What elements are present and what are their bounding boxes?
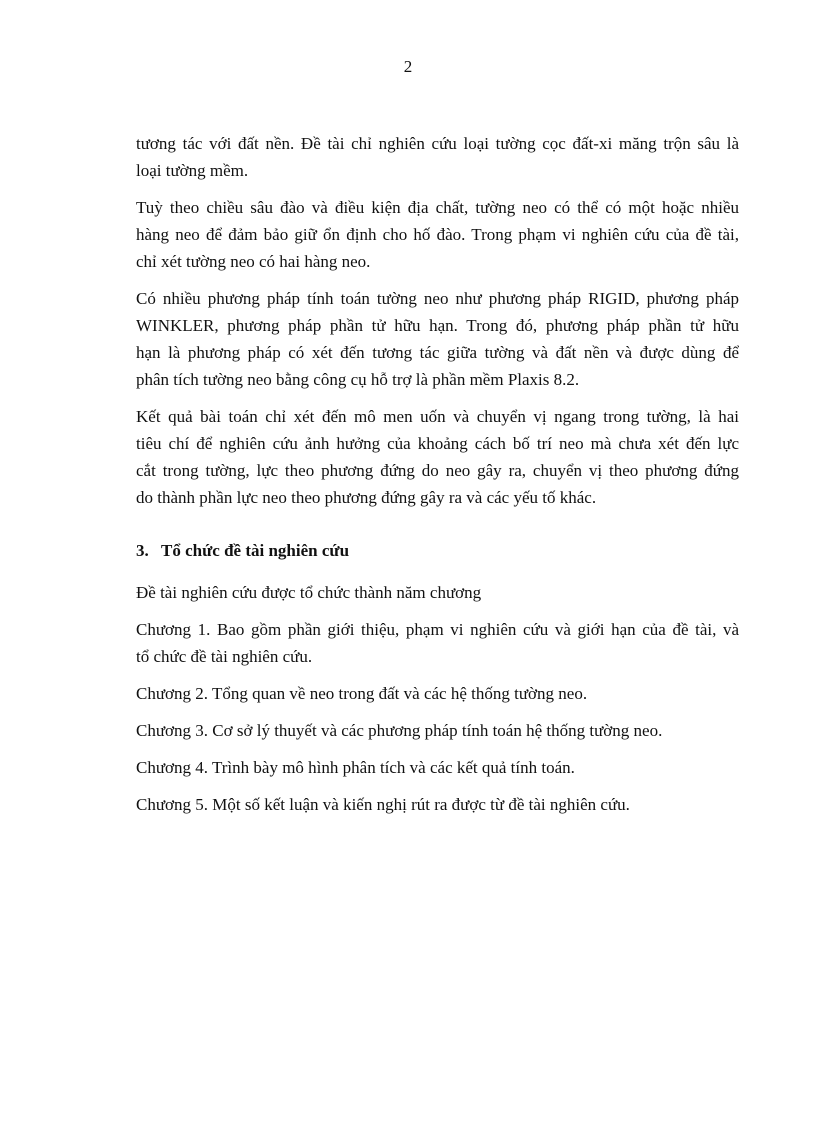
- chapter-item-1: [136, 616, 739, 670]
- text-line: Chương 1. Bao gồm phần giới thiệu, phạm vi nghiên cứu và giới hạn của đề tài, và: [136, 620, 739, 639]
- text-line: hàng neo để đảm bảo giữ ổn định cho hố đào. Trong phạm vi nghiên cứu của đề tài,: [136, 225, 739, 244]
- text-line: Kết quả bài toán chỉ xét đến mô men uốn và chuyển vị ngang trong tường, là hai: [136, 407, 739, 426]
- chapter-item-5: [136, 791, 739, 818]
- text-line: cắt trong tường, lực theo phương đứng do neo gây ra, chuyển vị theo phương đứng: [136, 461, 739, 480]
- paragraph-calculation-methods: [136, 285, 739, 393]
- paragraph-results-scope: [136, 403, 739, 511]
- text-line: Tuỳ theo chiều sâu đào và điều kiện địa chất, tường neo có thể có một hoặc nhiều: [136, 198, 739, 217]
- text-line: do thành phần lực neo theo phương đứng gây ra và các yếu tố khác.: [136, 488, 597, 507]
- text-line: hạn là phương pháp có xét đến tương tác giữa tường và đất nền và được dùng để: [136, 343, 739, 362]
- text-line: tương tác với đất nền. Đề tài chỉ nghiên cứu loại tường cọc đất-xi măng trộn sâu là: [136, 134, 739, 153]
- paragraph-anchor-rows: [136, 194, 739, 275]
- section-heading: [136, 539, 739, 563]
- text-line: Chương 5. Một số kết luận và kiến nghị rút ra được từ đề tài nghiên cứu.: [136, 795, 630, 814]
- text-line: loại tường mềm.: [136, 161, 249, 180]
- text-line: tiêu chí để nghiên cứu ảnh hưởng của khoảng cách bố trí neo mà chưa xét đến lực: [136, 434, 739, 453]
- text-line: phân tích tường neo bằng công cụ hỗ trợ là phần mềm Plaxis 8.2.: [136, 370, 580, 389]
- text-line: Chương 4. Trình bày mô hình phân tích và các kết quả tính toán.: [136, 758, 575, 777]
- text-line: Có nhiều phương pháp tính toán tường neo như phương pháp RIGID, phương pháp: [136, 289, 739, 308]
- text-line: tổ chức đề tài nghiên cứu.: [136, 647, 313, 666]
- text-line: chỉ xét tường neo có hai hàng neo.: [136, 252, 371, 271]
- text-line: Chương 2. Tổng quan về neo trong đất và các hệ thống tường neo.: [136, 684, 588, 703]
- section-title: Tổ chức đề tài nghiên cứu: [161, 541, 350, 560]
- chapter-item-4: [136, 754, 739, 781]
- text-line: Chương 3. Cơ sở lý thuyết và các phương pháp tính toán hệ thống tường neo.: [136, 721, 663, 740]
- text-line: WINKLER, phương pháp phần tử hữu hạn. Trong đó, phương pháp phần tử hữu: [136, 316, 739, 335]
- paragraph-wall-scope: [136, 130, 739, 184]
- page-number: 2: [403, 57, 413, 76]
- chapter-item-3: [136, 717, 739, 744]
- document-body: [136, 130, 739, 828]
- section-number: 3.: [136, 541, 149, 560]
- chapter-item-2: [136, 680, 739, 707]
- section-intro: Đề tài nghiên cứu được tổ chức thành năm chương: [136, 583, 482, 602]
